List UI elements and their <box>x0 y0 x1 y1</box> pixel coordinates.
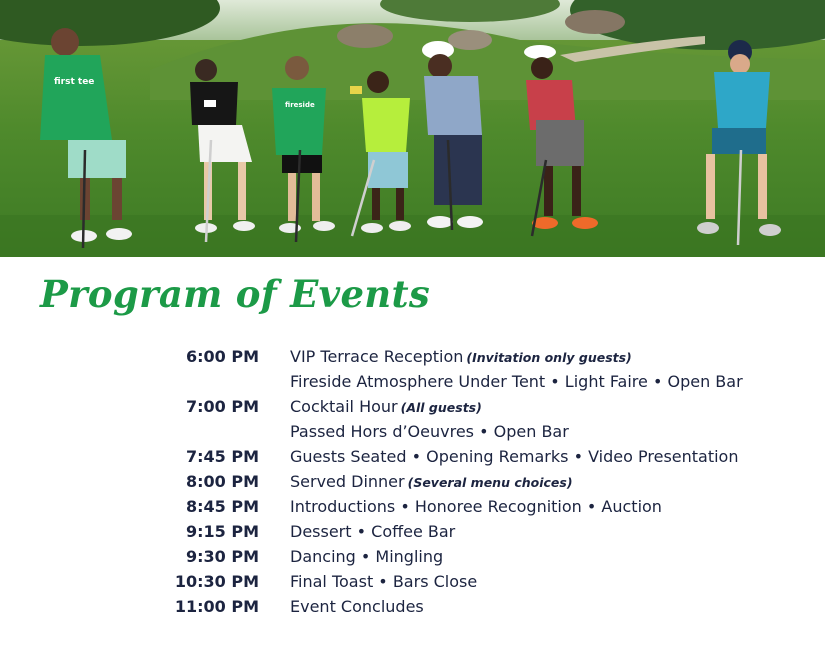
event-row <box>0 495 825 520</box>
event-title: Dancing • Mingling <box>290 547 444 566</box>
event-time: 7:45 PM <box>185 447 259 466</box>
event-time: 6:00 PM <box>185 347 259 366</box>
rock <box>337 24 393 48</box>
event-title: Final Toast • Bars Close <box>290 572 478 591</box>
event-title: Passed Hors d’Oeuvres • Open Bar <box>290 422 569 441</box>
event-description <box>290 447 741 466</box>
event-note: (Invitation only guests) <box>466 350 632 365</box>
event-row <box>0 545 825 570</box>
golf-group-photo <box>0 0 825 257</box>
rock <box>565 10 625 34</box>
event-title: VIP Terrace Reception <box>290 347 464 366</box>
event-title: Served Dinner <box>290 472 405 491</box>
event-row <box>0 395 825 420</box>
event-row <box>0 520 825 545</box>
event-row <box>0 445 825 470</box>
event-description <box>290 597 427 616</box>
svg-text:fireside: fireside <box>285 101 315 109</box>
event-title: Cocktail Hour <box>290 397 398 416</box>
event-title: Event Concludes <box>290 597 424 616</box>
event-description <box>290 347 632 366</box>
event-description <box>290 547 446 566</box>
event-description <box>290 522 458 541</box>
event-time: 9:30 PM <box>185 547 259 566</box>
event-description <box>290 422 572 441</box>
event-row <box>0 370 825 395</box>
event-title: Introductions • Honoree Recognition • Auction <box>290 497 662 516</box>
event-row <box>0 570 825 595</box>
event-description <box>290 397 482 416</box>
event-title: Dessert • Coffee Bar <box>290 522 456 541</box>
event-title: Guests Seated • Opening Remarks • Video Presentation <box>290 447 739 466</box>
event-time: 8:45 PM <box>185 497 259 516</box>
event-time: 7:00 PM <box>185 397 259 416</box>
event-description <box>290 472 573 491</box>
event-row <box>0 345 825 370</box>
event-row <box>0 595 825 620</box>
event-note: (Several menu choices) <box>407 475 573 490</box>
header-photo <box>0 0 825 257</box>
event-description <box>290 572 480 591</box>
event-title: Fireside Atmosphere Under Tent • Light Faire • Open Bar <box>290 372 743 391</box>
event-time: 10:30 PM <box>174 572 259 591</box>
events-schedule <box>0 345 825 620</box>
event-time: 11:00 PM <box>174 597 259 616</box>
event-row <box>0 420 825 445</box>
event-row <box>0 470 825 495</box>
event-time: 9:15 PM <box>185 522 259 541</box>
event-note: (All guests) <box>400 400 482 415</box>
svg-text:first tee: first tee <box>54 77 95 87</box>
event-description <box>290 372 746 391</box>
page-title: Program of Events <box>40 272 431 316</box>
flag-marker <box>350 86 362 94</box>
rock <box>448 30 492 50</box>
event-description <box>290 497 665 516</box>
event-time: 8:00 PM <box>185 472 259 491</box>
